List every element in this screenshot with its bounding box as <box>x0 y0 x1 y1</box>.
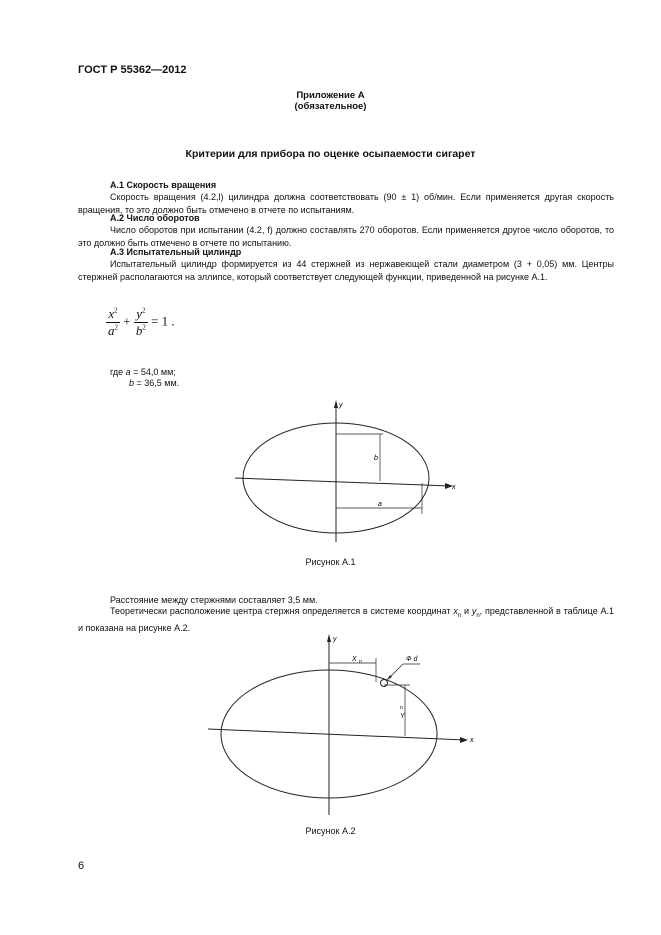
coordinates-text: Теоретически расположение центра стержня определяется в системе координат $x_n$ и $y_n$, представленной в таблице А.1 и показана на рисунке А.2. <box>78 606 615 634</box>
figure-a2-diagram <box>0 630 661 820</box>
fig2-label-x: x <box>470 737 474 744</box>
annex-title: Приложение А <box>296 90 365 101</box>
fig1-label-y: y <box>339 402 343 409</box>
fig1-label-a: a <box>378 501 382 508</box>
section-a1-heading: А.1 Скорость вращения <box>110 180 217 190</box>
figure-a1-diagram <box>0 390 661 560</box>
equals-one: = 1 . <box>151 313 175 329</box>
fig1-label-x: x <box>452 484 456 491</box>
fraction-y: $\frac{y^2}{b^2}$ <box>135 306 146 338</box>
fig2-label-phi-d: Ф d <box>406 656 418 663</box>
fig2-label-yn: Y <box>400 713 405 720</box>
rod-marker <box>381 680 388 687</box>
fig2-label-xn: X <box>352 656 357 663</box>
document-id: ГОСТ Р 55362—2012 <box>78 64 187 76</box>
distance-text: Расстояние между стержнями составляет 3,5 мм. <box>110 595 318 605</box>
fig1-label-b: b <box>374 455 378 462</box>
annex-status: (обязательное) <box>294 101 367 112</box>
where-b: b = 36,5 мм. <box>129 378 180 388</box>
section-a3-text: Испытательный цилиндр формируется из 44 стержней из нержавеющей стали диаметром (3 + 0,05) мм. Центры стержней располагаются на эллипсе, который соответствует следующей функции, приведенной на рисунке А.1. <box>78 259 614 282</box>
figure-a1-caption: Рисунок А.1 <box>305 557 356 567</box>
figure-a2-caption: Рисунок А.2 <box>305 826 356 836</box>
x-axis-a1 <box>235 478 450 486</box>
x-axis-a2 <box>208 729 465 740</box>
fig2-label-xn-sub: n <box>359 659 362 665</box>
fig2-label-yn-sub: n <box>400 705 403 711</box>
plus-sign: + <box>123 313 131 329</box>
section-a3-heading: А.3 Испытательный цилиндр <box>110 247 242 257</box>
section-a1-text: Скорость вращения (4.2,l) цилиндра должна соответствовать (90 ± 1) об/мин. Если применяется другая скорость вращения, то это должно быть отмечено в отчете по испытаниям. <box>78 192 614 215</box>
main-title: Критерии для прибора по оценке осыпаемости сигарет <box>185 148 476 160</box>
section-a2-text: Число оборотов при испытании (4.2, f) должно составлять 270 оборотов. Если применяется другое число оборотов, то это должно быть отмечено в отчете по испытанию. <box>78 225 614 248</box>
page-number: 6 <box>78 860 85 872</box>
where-a: где a = 54,0 мм; <box>110 367 176 377</box>
ellipse-formula <box>106 306 175 339</box>
fig2-label-y: y <box>333 636 337 643</box>
section-a2-heading: А.2 Число оборотов <box>110 213 200 223</box>
fraction-x: $\frac{x^2}{a^2}$ <box>108 306 118 338</box>
